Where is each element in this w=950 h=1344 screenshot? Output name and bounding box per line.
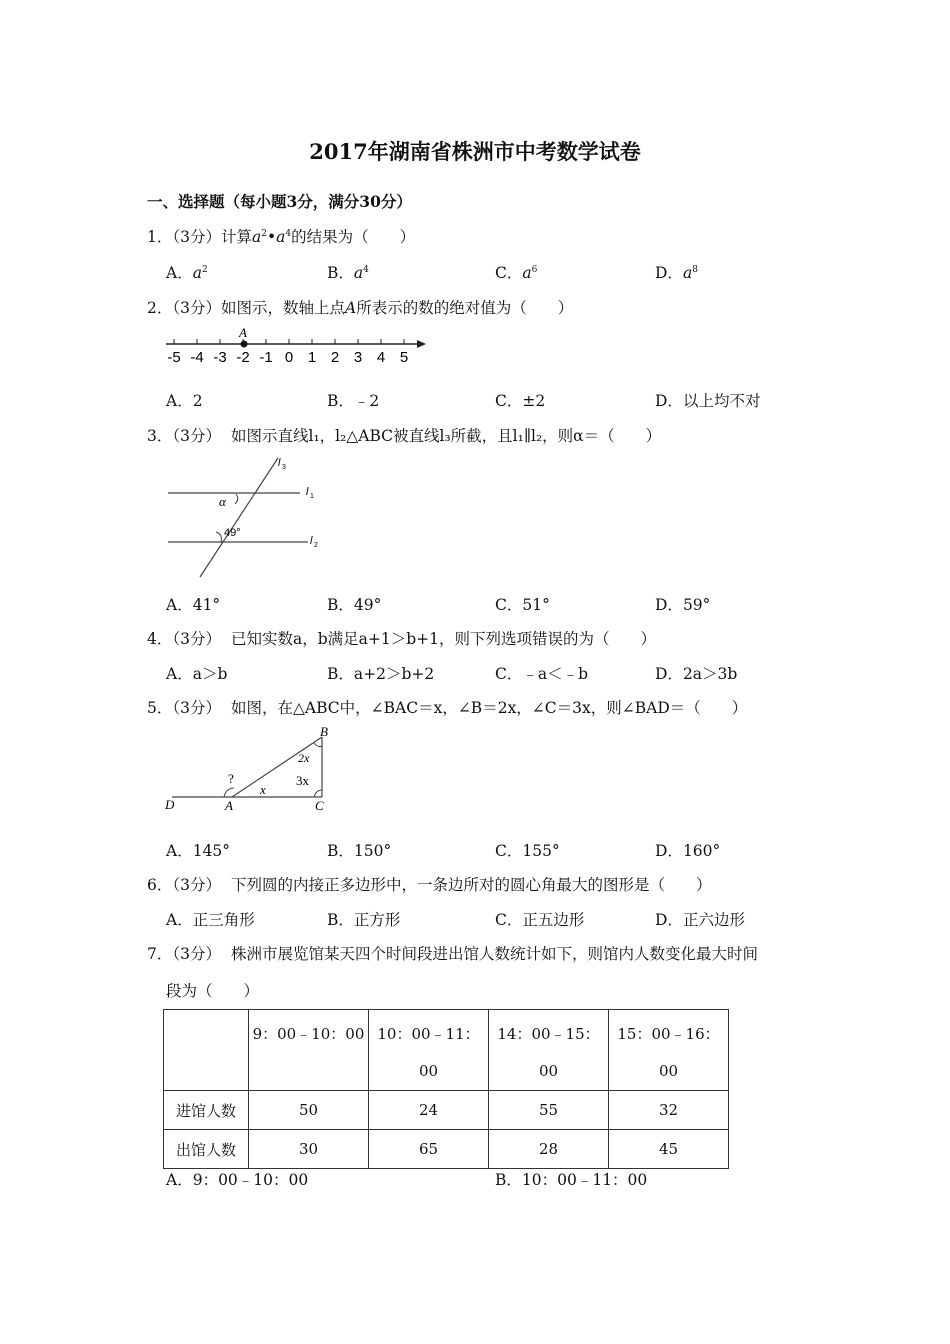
angle-49-label: 49° xyxy=(224,527,241,539)
table-cell: 45 xyxy=(609,1130,729,1169)
svg-text:l: l xyxy=(278,457,281,469)
svg-text:C: C xyxy=(315,798,324,813)
table-cell: 50 xyxy=(249,1091,369,1130)
question-7-text-cont: 段为（ ） xyxy=(166,982,260,1000)
q1-option-a[interactable]: A．$a^2$ xyxy=(166,264,208,282)
q4-option-d[interactable]: D．2a＞3b xyxy=(655,665,738,683)
question-2: 2．（3分）如图示，数轴上点A所表示的数的绝对值为（ ） xyxy=(147,299,574,317)
q3-option-c[interactable]: C．51° xyxy=(495,596,550,614)
question-text: 计算 xyxy=(220,228,252,246)
table-cell: 24 xyxy=(369,1091,489,1130)
alpha-label: α xyxy=(219,494,226,509)
q1-option-b[interactable]: B．$a^4$ xyxy=(327,264,369,282)
table-header: 10：00﹣11：00 xyxy=(369,1010,489,1091)
svg-text:?: ? xyxy=(228,771,234,786)
number-line-tick-label: 5 xyxy=(399,349,409,366)
q6-option-b[interactable]: B．正方形 xyxy=(327,911,401,929)
svg-text:D: D xyxy=(165,797,175,812)
question-5: 5．（3分） xyxy=(147,699,221,717)
svg-text:2x: 2x xyxy=(298,751,310,765)
question-4: 4．（3分） xyxy=(147,630,221,648)
q3-option-b[interactable]: B．49° xyxy=(327,596,382,614)
svg-text:A: A xyxy=(225,798,233,813)
svg-text:x: x xyxy=(260,782,266,797)
q4-option-a[interactable]: A．a＞b xyxy=(166,665,228,683)
table-header: 9：00﹣10：00 xyxy=(249,1010,369,1091)
point-a-dot xyxy=(241,341,248,348)
question-5-text: 如图，在△ABC中，∠BAC＝x，∠B＝2x，∠C＝3x，则∠BAD＝（ ） xyxy=(231,699,748,717)
q4-option-c[interactable]: C．﹣a＜﹣b xyxy=(495,665,589,683)
question-1: 1．（3分）计算$a^2•a^4$的结果为（ ） xyxy=(147,228,416,246)
number-line-tick-label: 0 xyxy=(284,349,294,366)
q7-option-a[interactable]: A．9：00﹣10：00 xyxy=(166,1171,309,1189)
svg-text:1: 1 xyxy=(310,493,314,500)
svg-text:2: 2 xyxy=(314,542,318,549)
table-header: 15：00﹣16：00 xyxy=(609,1010,729,1091)
triangle-figure xyxy=(160,722,340,822)
number-line-tick-label: 4 xyxy=(376,349,386,366)
q3-option-d[interactable]: D．59° xyxy=(655,596,711,614)
svg-text:3: 3 xyxy=(282,464,286,471)
question-number: 1．（3分） xyxy=(147,228,221,246)
table-cell: 30 xyxy=(249,1130,369,1169)
table-row xyxy=(164,1091,729,1130)
question-7: 7．（3分） xyxy=(147,945,221,963)
svg-text:B: B xyxy=(320,724,328,739)
q1-option-c[interactable]: C．$a^6$ xyxy=(495,264,538,282)
number-line-tick-label: 1 xyxy=(307,349,317,366)
q5-option-c[interactable]: C．155° xyxy=(495,842,560,860)
table-cell: 32 xyxy=(609,1091,729,1130)
number-line-figure xyxy=(160,322,440,372)
q5-option-b[interactable]: B．150° xyxy=(327,842,392,860)
svg-text:l: l xyxy=(306,486,309,498)
question-4-text: 已知实数a，b满足a+1＞b+1，则下列选项错误的为（ ） xyxy=(231,630,657,648)
q6-option-d[interactable]: D．正六边形 xyxy=(655,911,745,929)
svg-text:l: l xyxy=(310,535,313,547)
q1-option-d[interactable]: D．$a^8$ xyxy=(655,264,698,282)
question-3: 3．（3分） xyxy=(147,427,221,445)
question-text: 的结果为（ ） xyxy=(291,228,416,246)
number-line-tick-label: 3 xyxy=(353,349,363,366)
point-a-label: A xyxy=(239,325,247,340)
question-6: 6．（3分） xyxy=(147,876,221,894)
table-corner-cell xyxy=(164,1010,249,1091)
row-label: 进馆人数 xyxy=(164,1091,249,1130)
q3-option-a[interactable]: A．41° xyxy=(166,596,221,614)
number-line-tick-label: -1 xyxy=(259,349,273,366)
visitor-table xyxy=(163,1009,729,1169)
table-header: 14：00﹣15：00 xyxy=(489,1010,609,1091)
page-title: 2017年湖南省株洲市中考数学试卷 xyxy=(309,139,641,164)
q6-option-c[interactable]: C．正五边形 xyxy=(495,911,585,929)
question-7-text: 株洲市展览馆某天四个时间段进出馆人数统计如下，则馆内人数变化最大时间 xyxy=(231,945,759,963)
section-heading: 一、选择题（每小题3分，满分30分） xyxy=(147,192,412,211)
q2-option-a[interactable]: A．2 xyxy=(166,392,203,410)
q4-option-b[interactable]: B．a+2＞b+2 xyxy=(327,665,435,683)
table-row xyxy=(164,1130,729,1169)
q7-option-b[interactable]: B．10：00﹣11：00 xyxy=(495,1171,648,1189)
number-line-tick-label: -2 xyxy=(236,349,250,366)
question-6-text: 下列圆的内接正多边形中，一条边所对的圆心角最大的图形是（ ） xyxy=(231,876,712,894)
q2-option-b[interactable]: B．﹣2 xyxy=(327,392,380,410)
svg-text:3x: 3x xyxy=(296,773,309,788)
table-cell: 28 xyxy=(489,1130,609,1169)
q2-option-d[interactable]: D．以上均不对 xyxy=(655,392,761,410)
parallel-lines-figure xyxy=(160,452,330,582)
table-cell: 65 xyxy=(369,1130,489,1169)
row-label: 出馆人数 xyxy=(164,1130,249,1169)
q6-option-a[interactable]: A．正三角形 xyxy=(166,911,255,929)
number-line-tick-label: -5 xyxy=(167,349,181,366)
table-cell: 55 xyxy=(489,1091,609,1130)
q5-option-d[interactable]: D．160° xyxy=(655,842,721,860)
number-line-tick-label: -3 xyxy=(213,349,227,366)
number-line-tick-label: 2 xyxy=(330,349,340,366)
number-line-tick-label: -4 xyxy=(190,349,204,366)
q2-option-c[interactable]: C．±2 xyxy=(495,392,546,410)
question-3-text: 如图示直线l₁，l₂△ABC被直线l₃所截，且l₁∥l₂，则α＝（ ） xyxy=(231,427,662,445)
q5-option-a[interactable]: A．145° xyxy=(166,842,231,860)
